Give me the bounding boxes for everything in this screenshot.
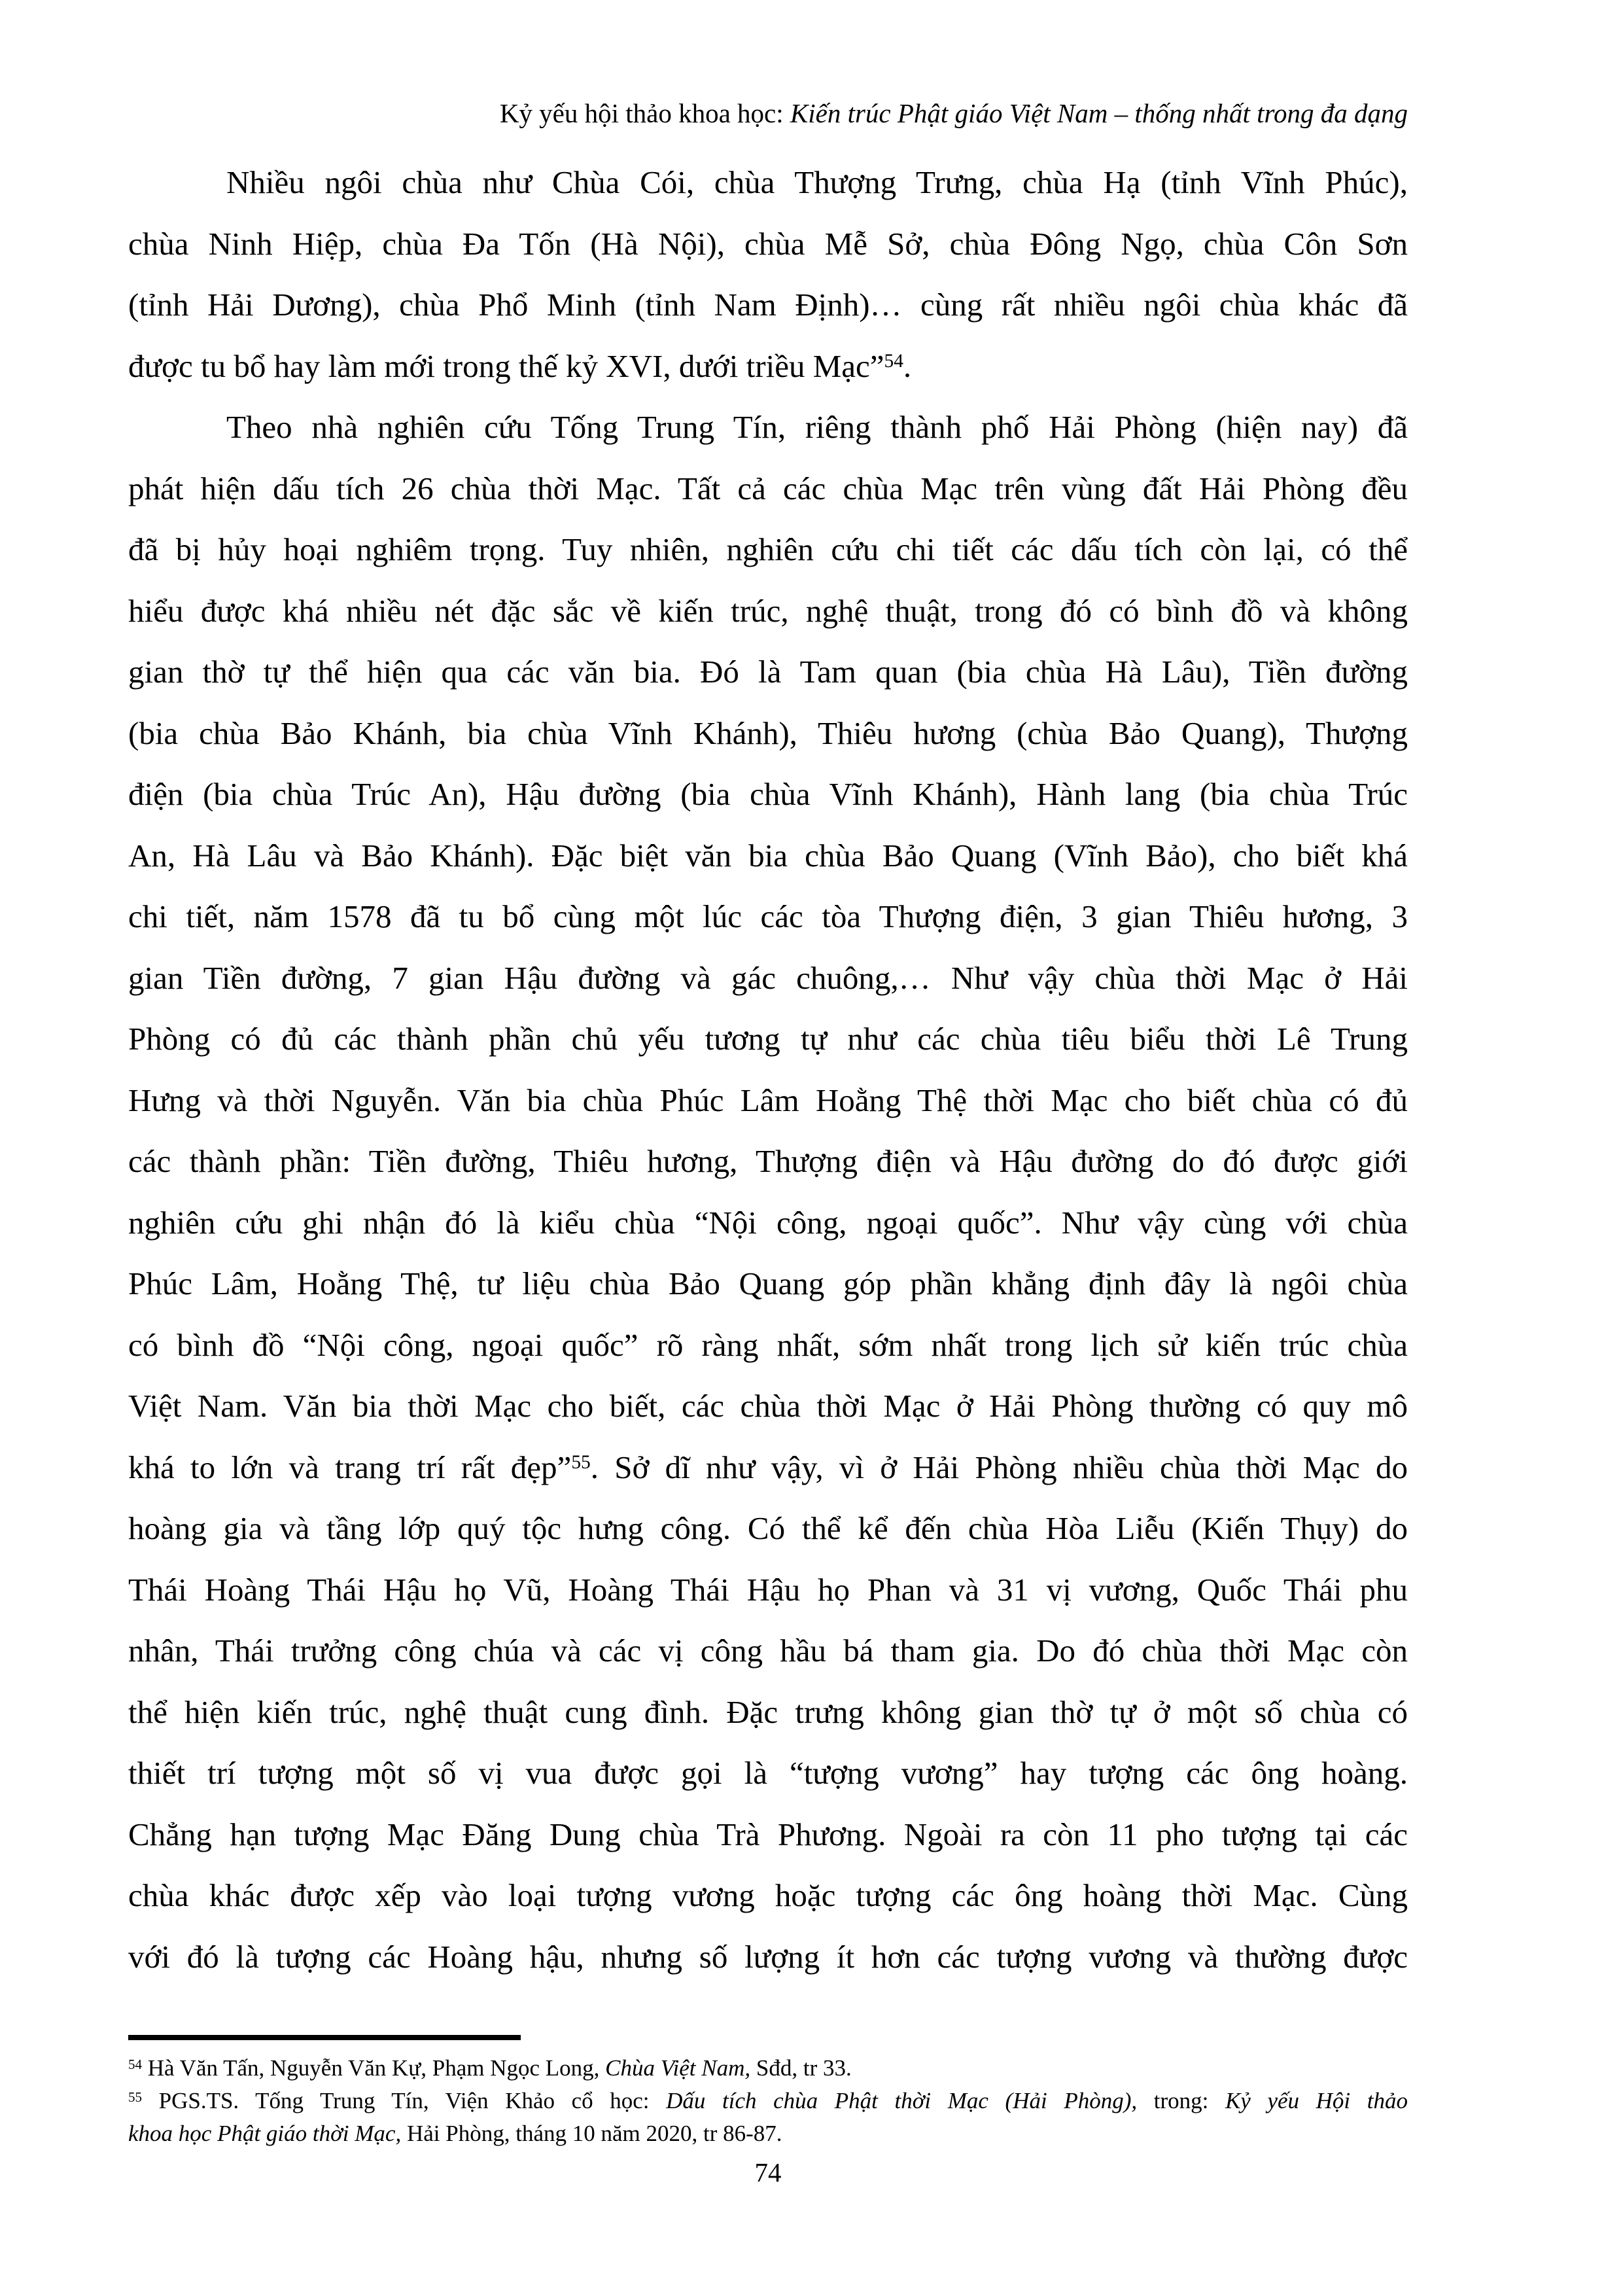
- body-line: [128, 1375, 1408, 1437]
- text-segment: Theo nhà nghiên cứu Tống Trung Tín, riêng thành phố Hải Phòng (hiện nay) đã: [226, 409, 1408, 445]
- body-line: [128, 1804, 1408, 1865]
- text-segment: với đó là tượng các Hoàng hậu, nhưng số lượng ít hơn các tượng vương và thường được: [128, 1938, 1408, 1975]
- text-segment: nhân, Thái trưởng công chúa và các vị công hầu bá tham gia. Do đó chùa thời Mạc còn: [128, 1633, 1408, 1669]
- footnote-reference: 55: [128, 2089, 142, 2105]
- text-segment: Hưng và thời Nguyễn. Văn bia chùa Phúc Lâm Hoằng Thệ thời Mạc cho biết chùa có đủ: [128, 1082, 1408, 1118]
- text-segment: (bia chùa Bảo Khánh, bia chùa Vĩnh Khánh), Thiêu hương (chùa Bảo Quang), Thượng: [128, 715, 1408, 751]
- footnote-reference: 55: [571, 1451, 591, 1473]
- footnote-line: [128, 2117, 1408, 2150]
- text-segment: Dấu tích chùa Phật thời Mạc (Hải Phòng),: [666, 2088, 1138, 2113]
- body-line: [128, 1315, 1408, 1376]
- body-line: [128, 397, 1408, 458]
- text-segment: Kỷ yếu Hội thảo: [1225, 2088, 1408, 2113]
- page-number: 74: [754, 2157, 782, 2187]
- text-segment: hoàng gia và tầng lớp quý tộc hưng công. Có thể kể đến chùa Hòa Liễu (Kiến Thụy) do: [128, 1510, 1408, 1546]
- text-segment: nghiên cứu ghi nhận đó là kiểu chùa “Nội công, ngoại quốc”. Như vậy cùng với chùa: [128, 1204, 1408, 1241]
- running-header-regular: Kỷ yếu hội thảo khoa học:: [499, 98, 790, 128]
- text-segment: Chẳng hạn tượng Mạc Đăng Dung chùa Trà Phương. Ngoài ra còn 11 pho tượng tại các: [128, 1816, 1408, 1852]
- text-segment: khoa học Phật giáo thời Mạc,: [128, 2121, 402, 2146]
- body-line: [128, 947, 1408, 1009]
- footnote-item: [128, 2052, 1408, 2085]
- text-segment: phát hiện dấu tích 26 chùa thời Mạc. Tất cả các chùa Mạc trên vùng đất Hải Phòng đều: [128, 470, 1408, 506]
- footnote-reference: 54: [128, 2056, 142, 2072]
- body-paragraph: [128, 397, 1408, 1987]
- text-segment: thể hiện kiến trúc, nghệ thuật cung đình. Đặc trưng không gian thờ tự ở một số chùa có: [128, 1693, 1408, 1730]
- footnote-separator: [128, 2035, 521, 2040]
- text-segment: Phòng có đủ các thành phần chủ yếu tương tự như các chùa tiêu biểu thời Lê Trung: [128, 1021, 1408, 1057]
- body-line: [128, 1008, 1408, 1070]
- body-line: [128, 1865, 1408, 1926]
- text-segment: . Sở dĩ như vậy, vì ở Hải Phòng nhiều chùa thời Mạc do: [590, 1449, 1408, 1485]
- text-segment: gian Tiền đường, 7 gian Hậu đường và gác chuông,… Như vậy chùa thời Mạc ở Hải: [128, 959, 1408, 996]
- body-line: [128, 519, 1408, 580]
- body-line: [128, 641, 1408, 703]
- body-line: [128, 1192, 1408, 1254]
- body-line: [128, 703, 1408, 764]
- text-segment: .: [903, 347, 912, 384]
- footnote-item: [128, 2085, 1408, 2150]
- body-line: [128, 886, 1408, 947]
- text-segment: chùa Ninh Hiệp, chùa Đa Tốn (Hà Nội), chùa Mễ Sở, chùa Đông Ngọ, chùa Côn Sơn: [128, 225, 1408, 262]
- text-segment: đã bị hủy hoại nghiêm trọng. Tuy nhiên, nghiên cứu chi tiết các dấu tích còn lại, có thể: [128, 531, 1408, 567]
- body-line: [128, 458, 1408, 520]
- body-line: [128, 1620, 1408, 1682]
- text-segment: PGS.TS. Tống Trung Tín, Viện Khảo cổ học:: [142, 2088, 667, 2113]
- body-line: [128, 1131, 1408, 1192]
- body-line: [128, 764, 1408, 825]
- text-segment: Chùa Việt Nam,: [605, 2055, 751, 2081]
- footnote-reference: 54: [884, 350, 903, 372]
- body-line: [128, 1742, 1408, 1804]
- body-line: [128, 274, 1408, 336]
- text-segment: thiết trí tượng một số vị vua được gọi là “tượng vương” hay tượng các ông hoàng.: [128, 1755, 1408, 1791]
- body-line: [128, 1926, 1408, 1988]
- text-segment: chùa khác được xếp vào loại tượng vương hoặc tượng các ông hoàng thời Mạc. Cùng: [128, 1877, 1408, 1913]
- text-segment: Sđd, tr 33.: [750, 2055, 852, 2081]
- body-line: [128, 1498, 1408, 1559]
- text-segment: Hải Phòng, tháng 10 năm 2020, tr 86-87.: [401, 2121, 782, 2146]
- text-segment: (tỉnh Hải Dương), chùa Phổ Minh (tỉnh Nam Định)… cùng rất nhiều ngôi chùa khác đã: [128, 287, 1408, 323]
- footnotes: [128, 2035, 1408, 2150]
- text-segment: Việt Nam. Văn bia thời Mạc cho biết, các chùa thời Mạc ở Hải Phòng thường có quy mô: [128, 1388, 1408, 1424]
- body-line: [128, 825, 1408, 887]
- text-segment: Phúc Lâm, Hoằng Thệ, tư liệu chùa Bảo Quang góp phần khẳng định đây là ngôi chùa: [128, 1265, 1408, 1301]
- running-header: [128, 97, 1408, 130]
- body-line: [128, 152, 1408, 213]
- text-segment: trong:: [1137, 2088, 1225, 2113]
- text-segment: An, Hà Lâu và Bảo Khánh). Đặc biệt văn bia chùa Bảo Quang (Vĩnh Bảo), cho biết khá: [128, 837, 1408, 874]
- body-text: [128, 152, 1408, 1987]
- body-line: [128, 1559, 1408, 1621]
- text-segment: có bình đồ “Nội công, ngoại quốc” rõ ràng nhất, sớm nhất trong lịch sử kiến trúc chùa: [128, 1326, 1408, 1363]
- text-segment: được tu bổ hay làm mới trong thế kỷ XVI, dưới triều Mạc”: [128, 347, 884, 384]
- running-header-italic: Kiến trúc Phật giáo Việt Nam – thống nhất trong đa dạng: [790, 98, 1408, 128]
- body-line: [128, 336, 1408, 397]
- footnote-line: [128, 2052, 1408, 2085]
- text-segment: điện (bia chùa Trúc An), Hậu đường (bia chùa Vĩnh Khánh), Hành lang (bia chùa Trúc: [128, 776, 1408, 812]
- body-line: [128, 580, 1408, 642]
- footnote-line: [128, 2085, 1408, 2117]
- text-segment: hiểu được khá nhiều nét đặc sắc về kiến trúc, nghệ thuật, trong đó có bình đồ và không: [128, 592, 1408, 629]
- body-line: [128, 213, 1408, 275]
- body-line: [128, 1070, 1408, 1131]
- text-segment: các thành phần: Tiền đường, Thiêu hương, Thượng điện và Hậu đường do đó được giới: [128, 1143, 1408, 1179]
- body-line: [128, 1253, 1408, 1315]
- text-segment: chi tiết, năm 1578 đã tu bổ cùng một lúc các tòa Thượng điện, 3 gian Thiêu hương, 3: [128, 898, 1408, 934]
- text-segment: Nhiều ngôi chùa như Chùa Cói, chùa Thượng Trưng, chùa Hạ (tỉnh Vĩnh Phúc),: [226, 164, 1408, 200]
- text-segment: Thái Hoàng Thái Hậu họ Vũ, Hoàng Thái Hậu họ Phan và 31 vị vương, Quốc Thái phu: [128, 1571, 1408, 1608]
- text-segment: Hà Văn Tấn, Nguyễn Văn Kự, Phạm Ngọc Long,: [142, 2055, 606, 2081]
- body-line: [128, 1682, 1408, 1743]
- body-line: [128, 1437, 1408, 1498]
- text-segment: gian thờ tự thể hiện qua các văn bia. Đó là Tam quan (bia chùa Hà Lâu), Tiền đường: [128, 654, 1408, 690]
- text-segment: khá to lớn và trang trí rất đẹp”: [128, 1449, 572, 1485]
- body-paragraph: [128, 152, 1408, 397]
